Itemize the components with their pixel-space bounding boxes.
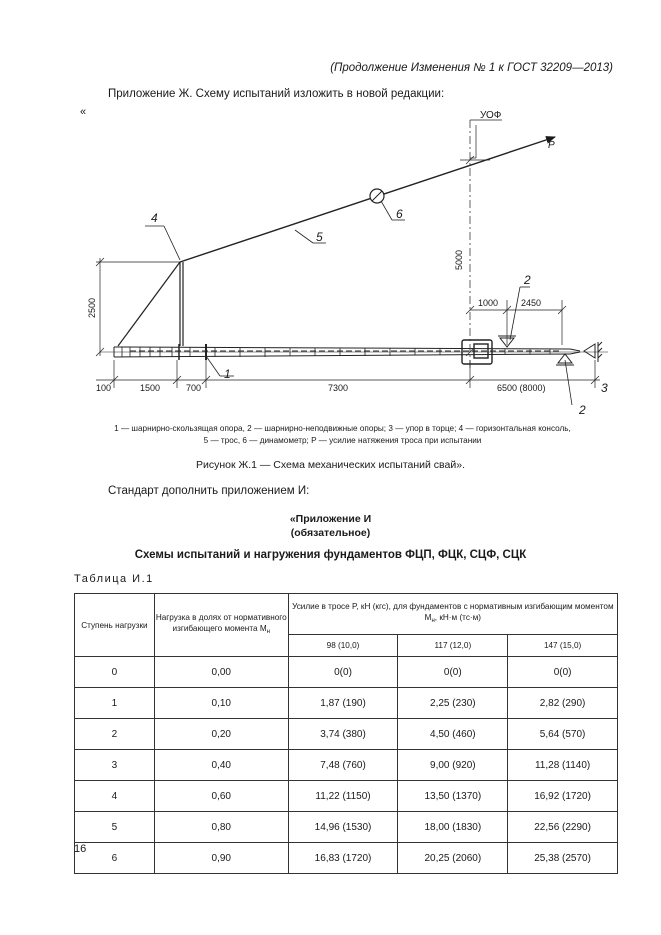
cell-stage: 6 [75,843,155,874]
marker-1: 1 [224,367,231,381]
table-row [75,781,618,812]
dim-6500: 6500 (8000) [497,383,546,393]
marker-2-bottom: 2 [579,403,586,417]
cell-load: 0,00 [154,657,288,688]
uof-label: УОФ [480,110,502,121]
dim-1000: 1000 [478,298,499,308]
cell-force-117: 2,25 (230) [398,688,508,719]
cell-stage: 1 [75,688,155,719]
dim-100: 100 [96,383,112,393]
figure-legend [80,423,605,447]
addition-text: Стандарт дополнить приложением И: [108,485,310,497]
cell-stage: 0 [75,657,155,688]
dynamometer [370,189,384,203]
header-load [154,594,288,657]
header-force-text-a: Усилие в тросе P, кН (кгс), для фундаментов с нормативным изгибающим моментом M [292,602,614,622]
cell-force-147: 2,82 (290) [508,688,618,719]
cell-load: 0,40 [154,750,288,781]
cell-force-98: 14,96 (1530) [288,812,398,843]
table-label: Таблица И.1 [74,573,154,585]
marker-5: 5 [316,230,323,244]
page-number: 16 [74,843,87,855]
table-row [75,657,618,688]
appendix-subtitle: (обязательное) [290,527,371,539]
table-row [75,750,618,781]
header-force-sub: н [431,618,435,624]
intro-text: Приложение Ж. Схему испытаний изложить в новой редакции: [108,88,445,100]
marker-4: 4 [151,211,158,225]
marker-2-top: 2 [524,273,531,287]
cell-force-147: 25,38 (2570) [508,843,618,874]
cell-load: 0,80 [154,812,288,843]
cell-force-147: 22,56 (2290) [508,812,618,843]
marker-6: 6 [396,207,403,221]
cell-stage: 2 [75,719,155,750]
appendix-heading [0,512,661,540]
test-scheme-figure [0,0,661,420]
cell-force-147: 11,28 (1140) [508,750,618,781]
cell-force-98: 16,83 (1720) [288,843,398,874]
cell-force-98: 11,22 (1150) [288,781,398,812]
figure-caption: Рисунок Ж.1 — Схема механических испытаний свай». [196,459,465,471]
cell-force-98: 1,87 (190) [288,688,398,719]
table-row [75,843,618,874]
dim-7300: 7300 [328,383,349,393]
cell-stage: 4 [75,781,155,812]
cell-force-98: 0(0) [288,657,398,688]
cell-load: 0,10 [154,688,288,719]
cell-load: 0,20 [154,719,288,750]
cell-force-117: 9,00 (920) [398,750,508,781]
cell-force-117: 0(0) [398,657,508,688]
cell-force-117: 18,00 (1830) [398,812,508,843]
header-load-text: Нагрузка в долях от нормативного изгибающего момента M [155,613,287,633]
table-row [75,688,618,719]
document-continuation-header: (Продолжение Изменения № 1 к ГОСТ 32209—2013) [330,62,613,74]
force-p-label: P [548,140,555,151]
support-2-bottom [556,354,574,365]
dim-1500: 1500 [140,383,161,393]
table-row [75,812,618,843]
cable [180,137,555,262]
cell-load: 0,90 [154,843,288,874]
header-force-text-b: , кН·м (тс·м) [434,613,482,622]
cell-stage: 3 [75,750,155,781]
cell-force-117: 20,25 (2060) [398,843,508,874]
horizontal-cantilever [118,262,183,346]
cell-force-117: 13,50 (1370) [398,781,508,812]
legend-line-1: 1 — шарнирно-скользящая опора, 2 — шарнирно-неподвижные опоры; 3 — упор в торце; 4 — горизонтальная консоль, [114,424,571,433]
subheader-117: 117 (12,0) [398,635,508,657]
subheader-147: 147 (15,0) [508,635,618,657]
legend-line-2: 5 — трос, 6 — динамометр; P — усилие натяжения троса при испытании [203,436,482,445]
cell-force-98: 7,48 (760) [288,750,398,781]
cell-force-117: 4,50 (460) [398,719,508,750]
opening-quote: « [80,106,87,118]
section-title: Схемы испытаний и нагружения фундаментов ФЦП, ФЦК, СЦФ, СЦК [134,549,527,561]
header-load-sub: н [266,629,270,635]
header-force [288,594,617,635]
appendix-title: «Приложение И [289,513,372,525]
table-row [75,719,618,750]
cell-force-147: 5,64 (570) [508,719,618,750]
cell-force-98: 3,74 (380) [288,719,398,750]
cell-force-147: 0(0) [508,657,618,688]
header-stage: Ступень нагрузки [75,594,155,657]
dim-2450: 2450 [521,298,542,308]
marker-3: 3 [601,381,608,395]
cell-load: 0,60 [154,781,288,812]
loading-table [74,593,618,874]
cell-stage: 5 [75,812,155,843]
cell-force-147: 16,92 (1720) [508,781,618,812]
subheader-98: 98 (10,0) [288,635,398,657]
dim-2500: 2500 [87,297,97,318]
dim-700: 700 [186,383,202,393]
dim-5000: 5000 [454,249,464,270]
